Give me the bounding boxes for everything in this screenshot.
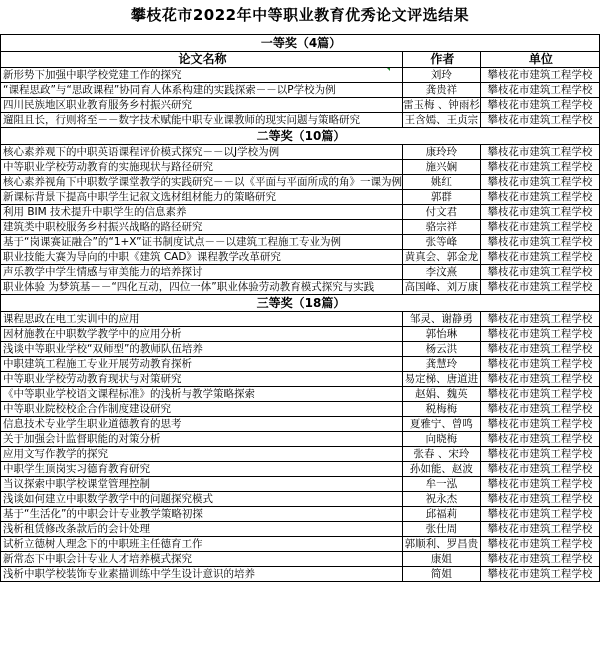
paper-unit: 攀枝花市建筑工程学校 [480, 417, 599, 432]
paper-author: 郭怡琳 [403, 327, 481, 342]
paper-unit: 攀枝花市建筑工程学校 [480, 250, 599, 265]
paper-title: “课程思政”与“思政课程”协同育人体系构建的实践探索－－以P学校为例 [1, 83, 403, 98]
header-unit: 单位 [480, 52, 599, 68]
table-row [1, 432, 600, 447]
table-row [1, 68, 600, 83]
paper-author: 康玲玲 [403, 145, 481, 160]
paper-unit: 攀枝花市建筑工程学校 [480, 357, 599, 372]
paper-unit: 攀枝花市建筑工程学校 [480, 145, 599, 160]
table-row [1, 477, 600, 492]
paper-author: 李汶熹 [403, 265, 481, 280]
table-row [1, 447, 600, 462]
paper-author: 龚贵祥 [403, 83, 481, 98]
paper-unit: 攀枝花市建筑工程学校 [480, 447, 599, 462]
section-heading-row [1, 128, 600, 145]
table-row [1, 235, 600, 250]
paper-title: 课程思政在电工实训中的应用 [1, 312, 403, 327]
document-title: 攀枝花市2022年中等职业教育优秀论文评选结果 [130, 6, 470, 24]
paper-unit: 攀枝花市建筑工程学校 [480, 98, 599, 113]
paper-unit: 攀枝花市建筑工程学校 [480, 160, 599, 175]
paper-unit: 攀枝花市建筑工程学校 [480, 83, 599, 98]
paper-author: 祝永杰 [403, 492, 481, 507]
table-row [1, 552, 600, 567]
paper-title: 遛阻且长，行则将至－－数字技术赋能中职专业课教师的现实问题与策略研究 [1, 113, 403, 128]
paper-unit: 攀枝花市建筑工程学校 [480, 507, 599, 522]
section-heading: 三等奖（18篇） [1, 295, 600, 312]
paper-author: 黄真会、郭金龙 [403, 250, 481, 265]
paper-title: 应用文写作教学的探究 [1, 447, 403, 462]
section-heading: 二等奖（10篇） [1, 128, 600, 145]
section-heading-row [1, 295, 600, 312]
paper-title: 中等职业院校校企合作制度建设研究 [1, 402, 403, 417]
paper-unit: 攀枝花市建筑工程学校 [480, 477, 599, 492]
paper-author: 高国峰、刘万康 [403, 280, 481, 295]
table-row [1, 522, 600, 537]
paper-author: 康姐 [403, 552, 481, 567]
paper-author: 夏雅宁、曾鸣 [403, 417, 481, 432]
paper-unit: 攀枝花市建筑工程学校 [480, 235, 599, 250]
table-row [1, 342, 600, 357]
paper-author: 邹灵、谢静勇 [403, 312, 481, 327]
paper-unit: 攀枝花市建筑工程学校 [480, 342, 599, 357]
paper-author: 刘玲 [403, 68, 481, 83]
paper-author: 张等峰 [403, 235, 481, 250]
table-row [1, 98, 600, 113]
paper-title: 关于加强会计监督职能的对策分析 [1, 432, 403, 447]
table-row [1, 402, 600, 417]
paper-unit: 攀枝花市建筑工程学校 [480, 567, 599, 582]
paper-author: 向晓梅 [403, 432, 481, 447]
paper-unit: 攀枝花市建筑工程学校 [480, 522, 599, 537]
table-row [1, 357, 600, 372]
paper-author: 骆宗祥 [403, 220, 481, 235]
results-table [0, 34, 600, 582]
paper-title: 基于“岗课赛证融合”的“1+X”证书制度试点－－以建筑工程施工专业为例 [1, 235, 403, 250]
paper-title: 基于“生活化”的中职会计专业教学策略初探 [1, 507, 403, 522]
table-row [1, 160, 600, 175]
paper-unit: 攀枝花市建筑工程学校 [480, 402, 599, 417]
paper-author: 赵娟、魏英 [403, 387, 481, 402]
paper-unit: 攀枝花市建筑工程学校 [480, 190, 599, 205]
paper-author: 税梅梅 [403, 402, 481, 417]
table-row [1, 190, 600, 205]
paper-unit: 攀枝花市建筑工程学校 [480, 265, 599, 280]
paper-title: 浅析中职学校装饰专业素描训练中学生设计意识的培养 [1, 567, 403, 582]
paper-title: 试析立德树人理念下的中职班主任德育工作 [1, 537, 403, 552]
header-title: 论文名称 [1, 52, 403, 68]
paper-title: 浅析租赁修改条款后的会计处理 [1, 522, 403, 537]
table-row [1, 83, 600, 98]
paper-author: 牟一泓 [403, 477, 481, 492]
paper-title: 浅谈中等职业学校“双师型”的教师队伍培养 [1, 342, 403, 357]
table-row [1, 205, 600, 220]
paper-unit: 攀枝花市建筑工程学校 [480, 537, 599, 552]
table-row [1, 265, 600, 280]
table-row [1, 327, 600, 342]
paper-unit: 攀枝花市建筑工程学校 [480, 327, 599, 342]
paper-unit: 攀枝花市建筑工程学校 [480, 175, 599, 190]
table-row [1, 175, 600, 190]
table-row [1, 462, 600, 477]
paper-unit: 攀枝花市建筑工程学校 [480, 387, 599, 402]
table-row [1, 492, 600, 507]
table-row [1, 387, 600, 402]
paper-title: 职业技能大赛为导向的中职《建筑 CAD》课程教学改革研究 [1, 250, 403, 265]
paper-author: 孙如能、赵波 [403, 462, 481, 477]
table-row [1, 220, 600, 235]
paper-title: 《中等职业学校语文课程标准》的浅析与教学策略探索 [1, 387, 403, 402]
paper-unit: 攀枝花市建筑工程学校 [480, 492, 599, 507]
paper-title: 中职学生顶岗实习德育教育研究 [1, 462, 403, 477]
paper-author: 杨云洪 [403, 342, 481, 357]
paper-title: 浅谈如何建立中职数学教学中的问题探究模式 [1, 492, 403, 507]
paper-title: 核心素养视角下中职数学课堂教学的实践研究－－以《平面与平面所成的角》一课为例 [1, 175, 403, 190]
table-row [1, 537, 600, 552]
paper-author: 张仕周 [403, 522, 481, 537]
paper-author: 施兴娴 [403, 160, 481, 175]
paper-author: 姚红 [403, 175, 481, 190]
paper-author: 郭群 [403, 190, 481, 205]
table-row [1, 250, 600, 265]
paper-author: 王含嫣、王贞宗 [403, 113, 481, 128]
table-row [1, 417, 600, 432]
paper-unit: 攀枝花市建筑工程学校 [480, 68, 599, 83]
paper-author: 雷玉梅 、钟雨杉 [403, 99, 480, 111]
paper-author: 付文君 [403, 205, 481, 220]
paper-author: 简姐 [403, 567, 481, 582]
paper-title: 建筑类中职校服务乡村振兴战略的路径研究 [1, 220, 403, 235]
paper-title: 当议探索中职学校课堂管理控制 [1, 477, 403, 492]
paper-unit: 攀枝花市建筑工程学校 [480, 372, 599, 387]
paper-title: 新课标背景下提高中职学生记叙文选材组材能力的策略研究 [1, 190, 403, 205]
paper-unit: 攀枝花市建筑工程学校 [480, 552, 599, 567]
paper-title: 声乐教学中学生情感与审美能力的培养探讨 [1, 265, 403, 280]
paper-title: 新形势下加强中职学校党建工作的探究 [1, 68, 403, 83]
table-row [1, 507, 600, 522]
paper-author: 张春 、宋玲 [403, 447, 481, 462]
paper-unit: 攀枝花市建筑工程学校 [480, 312, 599, 327]
table-row [1, 113, 600, 128]
paper-unit: 攀枝花市建筑工程学校 [480, 205, 599, 220]
paper-author: 郭顺利、罗昌贵 [403, 537, 481, 552]
paper-unit: 攀枝花市建筑工程学校 [480, 280, 599, 295]
paper-title: 中等职业学校劳动教育的实施现状与路径研究 [1, 160, 403, 175]
table-row [1, 145, 600, 160]
paper-title: 中职建筑工程施工专业开展劳动教育探析 [1, 357, 403, 372]
paper-title: 核心素养观下的中职英语课程评价模式探究－－以J学校为例 [1, 145, 403, 160]
paper-title: 信息技术专业学生职业道德教育的思考 [1, 417, 403, 432]
paper-author: 易定梯、唐道进 [403, 372, 481, 387]
section-heading: 一等奖（4篇） [1, 35, 600, 52]
table-header-row [1, 52, 600, 68]
paper-title: 利用 BIM 技术提升中职学生的信息素养 [1, 205, 403, 220]
table-row [1, 280, 600, 295]
paper-title: 新常态下中职会计专业人才培养模式探究 [1, 552, 403, 567]
table-row [1, 372, 600, 387]
paper-unit: 攀枝花市建筑工程学校 [480, 462, 599, 477]
paper-title: 四川民族地区职业教育服务乡村振兴研究 [1, 98, 403, 113]
header-author: 作者 [403, 52, 481, 68]
paper-author: 邱福莉 [403, 507, 481, 522]
paper-unit: 攀枝花市建筑工程学校 [480, 432, 599, 447]
paper-unit: 攀枝花市建筑工程学校 [480, 220, 599, 235]
section-heading-row [1, 35, 600, 52]
paper-title: 职业体验 为梦筑基－－“四化互动，四位一体”职业体验劳动教育模式探究与实践 [1, 280, 403, 295]
paper-author: 龚慧玲 [403, 357, 481, 372]
paper-title: 因材施教在中职数学教学中的应用分析 [1, 327, 403, 342]
table-row [1, 567, 600, 582]
table-row [1, 312, 600, 327]
paper-title: 中等职业学校劳动教育现状与对策研究 [1, 372, 403, 387]
paper-unit: 攀枝花市建筑工程学校 [480, 113, 599, 128]
